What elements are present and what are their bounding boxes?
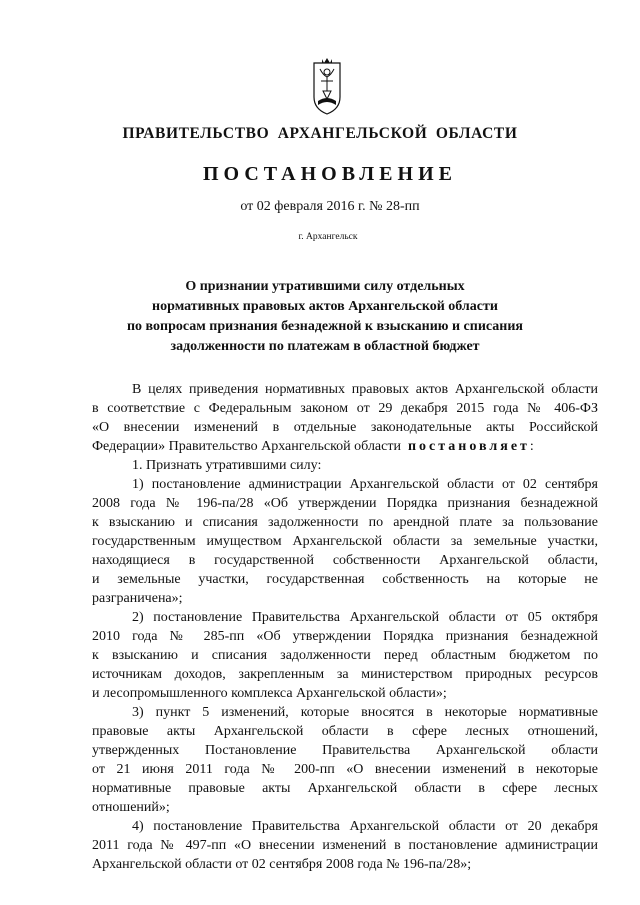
date-number-line: от 02 февраля 2016 г. № 28-пп [240,199,420,214]
sub-item-4-line: 4) постановление Правительства Архангельской области от 20 декабря [132,819,598,834]
sub-item-3-line: правовые акты Архангельской области в сфере лесных отношений, [92,724,598,739]
sub-item-4-line: Архангельской области от 02 сентября 2008 года № 196-па/28»; [92,857,472,872]
sub-item-4-line: 2011 года № 497-пп «О внесении изменений в постановление администрации [92,838,598,853]
intro-line-text: Федерации» Правительство Архангельской области [92,439,401,454]
sub-item-3-line: утвержденных Постановление Правительства Архангельской области [92,743,598,758]
sub-item-3-line: 3) пункт 5 изменений, которые вносятся в некоторые нормативные [132,705,598,720]
sub-item-2-line: 2) постановление Правительства Архангельской области от 05 октября [132,610,598,625]
sub-item-1-line: 2008 года № 196-па/28 «Об утверждении Порядка признания безнадежной [92,496,598,511]
title-line: нормативных правовых актов Архангельской области [152,299,498,314]
sub-item-3-line: нормативные правовые акты Архангельской области в сфере лесных [92,781,598,796]
place-name: г. Архангельск [298,232,358,242]
coat-of-arms-emblem [312,57,342,115]
document-body [92,380,598,874]
sub-item-3-line: отношений»; [92,800,170,815]
sub-item-1-line: 1) постановление администрации Архангельской области от 02 сентября [132,477,598,492]
intro-line: «О внесении изменений в отдельные законодательные акты Российской [92,420,598,435]
intro-line: В целях приведения нормативных правовых актов Архангельской области [132,382,598,397]
sub-item-2-line: и лесопромышленного комплекса Архангельской области»; [92,686,447,701]
sub-item-2-line: к взысканию и списания задолженности перед областным бюджетом по [92,648,598,663]
sub-item-1-line: и земельные участки, государственная собственность на которые не [92,572,598,587]
document-title [120,277,530,357]
title-line: задолженности по платежам в областной бюджет [170,339,480,354]
sub-item-1-line: государственным имуществом Архангельской области за земельные участки, [92,534,598,549]
sub-item-2-line: 2010 года № 285-пп «Об утверждении Порядка признания безнадежной [92,629,598,644]
sub-item-2-line: источникам доходов, закрепленным за министерством природных ресурсов [92,667,598,682]
sub-item-3-line: от 21 июня 2011 года № 200-пп «О внесении изменений в некоторые [92,762,598,777]
intro-line-final: Федерации» Правительство Архангельской области постановляет: [92,439,534,454]
document-type: ПОСТАНОВЛЕНИЕ [203,163,457,185]
sub-item-1-line: находящиеся в государственной собственности Архангельской области, [92,553,598,568]
title-line: О признании утратившими силу отдельных [185,279,465,294]
sub-item-1-line: разграничена»; [92,591,183,606]
decree-word: постановляет [407,439,530,454]
item-1: 1. Признать утратившими силу: [132,458,322,473]
sub-item-1-line: к взысканию и списания задолженности по арендной плате за пользование [92,515,598,530]
title-line: по вопросам признания безнадежной к взысканию и списания [126,319,523,334]
government-heading: ПРАВИТЕЛЬСТВО АРХАНГЕЛЬСКОЙ ОБЛАСТИ [122,125,518,142]
intro-line: в соответствие с Федеральным законом от 29 декабря 2015 года № 406-ФЗ [92,401,598,416]
